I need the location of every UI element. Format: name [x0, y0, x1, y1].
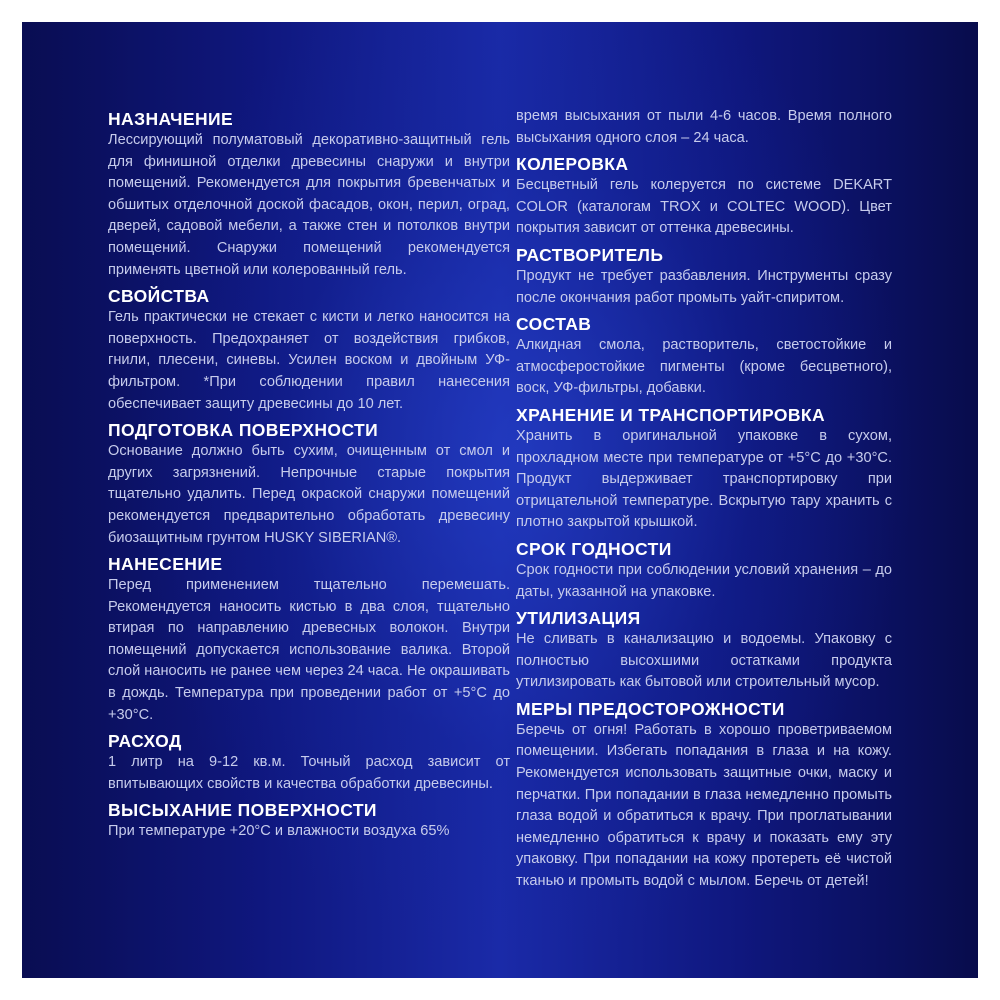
section-text: время высыхания от пыли 4-6 часов. Время полного высыхания одного слоя – 24 часа. — [516, 108, 892, 146]
section-heading: СРОК ГОДНОСТИ — [516, 538, 672, 559]
section-text: Бесцветный гель колеруется по системе DEKART COLOR (каталогам TROX и COLTEC WOOD). Цвет покрытия зависит от оттенка древесины. — [516, 177, 892, 237]
section-text: Срок годности при соблюдении условий хранения – до даты, указанной на упаковке. — [516, 561, 892, 600]
section-drying-continued — [516, 106, 892, 149]
section-text: Гель практически не стекает с кисти и легко наносится на поверхность. Предохраняет от воздействия грибков, гнили, плесени, синевы. Усилен воском и двойным УФ-фильтром. *При соблюдении правил нанесения обеспечивает защиту древесины до 10 лет. — [108, 309, 510, 412]
section-heading: ВЫСЫХАНИЕ ПОВЕРХНОСТИ — [108, 800, 377, 821]
section-shelf-life — [516, 538, 892, 603]
section-text: Лессирующий полуматовый декоративно-защитный гель для финишной отделки древесины снаружи и внутри помещений. Рекомендуется для покрытия бревенчатых и обшитых отделочной доской фасадов, окон, перил, оград, дверей, садовой мебели, а также стен и потолков внутри помещений. Снаружи помещений рекомендуется применять цветной или колерованный гель. — [108, 132, 510, 278]
section-application — [108, 553, 510, 726]
section-heading: НАНЕСЕНИЕ — [108, 554, 223, 575]
section-text: Основание должно быть сухим, очищенным от смол и других загрязнений. Непрочные старые покрытия тщательно удалить. Перед окраской снаружи помещений рекомендуется предварительно обработать древесину биозащитным грунтом HUSKY SIBERIAN®. — [108, 443, 510, 546]
section-heading: МЕРЫ ПРЕДОСТОРОЖНОСТИ — [516, 698, 785, 719]
section-text: Хранить в оригинальной упаковке в сухом, прохладном месте при температуре от +5°С до +30°С. Продукт выдерживает транспортировку при отрицательной температуре. Вскрытую тару хранить с плотно закрытой крышкой. — [516, 427, 892, 531]
section-storage — [516, 404, 892, 534]
section-heading: РАСТВОРИТЕЛЬ — [516, 244, 664, 265]
section-text: Алкидная смола, растворитель, светостойкие и атмосферостойкие пигменты (кроме бесцветного), воск, УФ-фильтры, добавки. — [516, 337, 892, 397]
section-heading: ХРАНЕНИЕ И ТРАНСПОРТИРОВКА — [516, 404, 825, 425]
section-surface-preparation — [108, 419, 510, 549]
section-text: Не сливать в канализацию и водоемы. Упаковку с полностью высохшими остатками продукта утилизировать как бытовой или строительный мусор. — [516, 631, 892, 691]
right-column — [516, 106, 892, 897]
section-composition — [516, 313, 892, 400]
section-solvent — [516, 244, 892, 309]
section-heading: ПОДГОТОВКА ПОВЕРХНОСТИ — [108, 420, 379, 441]
section-heading: РАСХОД — [108, 731, 182, 752]
section-heading: УТИЛИЗАЦИЯ — [516, 608, 641, 629]
section-purpose — [108, 108, 510, 281]
section-text: 1 литр на 9-12 кв.м. Точный расход зависит от впитывающих свойств и качества обработки древесины. — [108, 754, 510, 792]
section-consumption — [108, 730, 510, 795]
label-panel — [22, 22, 978, 978]
section-heading: НАЗНАЧЕНИЕ — [108, 109, 234, 129]
section-heading: СВОЙСТВА — [108, 286, 210, 307]
section-text: Перед применением тщательно перемешать. Рекомендуется наносить кистью в два слоя, тщательно втирая по направлению древесных волокон. Внутри помещений допускается использование валика. Второй слой наносить не ранее чем через 24 часа. Не окрашивать в дождь. Температура при проведении работ от +5°С до +30°С. — [108, 577, 510, 723]
section-properties — [108, 285, 510, 415]
section-text: При температуре +20°С и влажности воздуха 65% — [108, 823, 450, 840]
section-drying — [108, 799, 510, 843]
section-precautions — [516, 698, 892, 893]
section-tinting — [516, 153, 892, 240]
section-text: Беречь от огня! Работать в хорошо проветриваемом помещении. Избегать попадания в глаза и на кожу. Рекомендуется использовать защитные очки, маску и перчатки. При попадании в глаза немедленно промыть глаза водой и обратиться к врачу. При проглатывании немедленно обратиться к врачу и показать ему эту упаковку. При попадании на кожу протереть её чистой тканью и промыть водой с мылом. Беречь от детей! — [516, 721, 892, 890]
section-heading: СОСТАВ — [516, 314, 592, 335]
section-text: Продукт не требует разбавления. Инструменты сразу после окончания работ промыть уайт-спиритом. — [516, 267, 892, 306]
section-heading: КОЛЕРОВКА — [516, 154, 629, 175]
section-disposal — [516, 607, 892, 694]
left-column — [108, 108, 510, 847]
